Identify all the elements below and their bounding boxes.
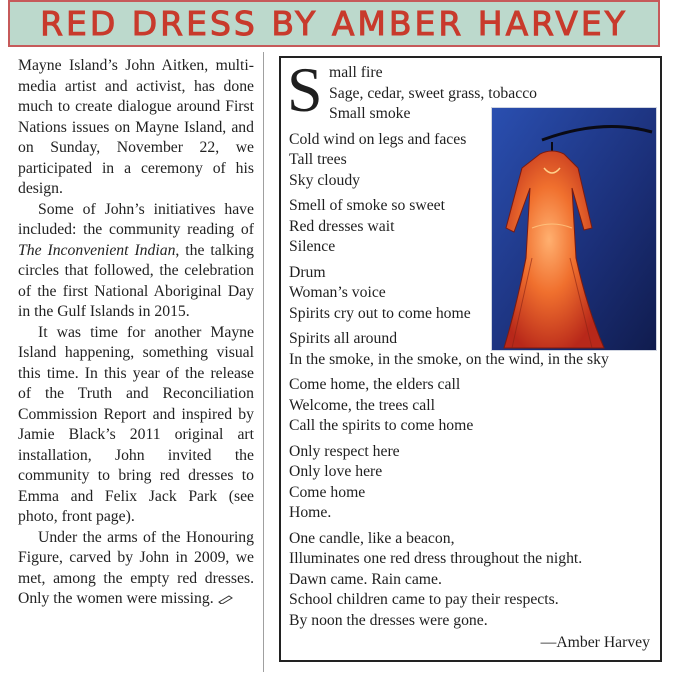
poem-line: Come home, the elders call bbox=[289, 376, 461, 393]
poem-signature: —Amber Harvey bbox=[540, 634, 650, 651]
poem-line: Only respect here bbox=[289, 442, 400, 460]
paragraph-text: Mayne Island’s John Aitken, multi-media artist and activist, has done much to create dialogue around First Nations issues on Mayne Island, and on Sunday, November 22, we participated in a ceremony of his design. bbox=[18, 57, 254, 197]
poem-line: Spirits all around bbox=[289, 330, 398, 347]
column-divider bbox=[263, 52, 264, 672]
poem-line: Smell of smoke so sweet bbox=[289, 197, 445, 214]
pencil-icon bbox=[218, 594, 234, 604]
poem-line: Silence bbox=[289, 238, 336, 255]
article-paragraph bbox=[18, 323, 254, 528]
poem-line: Drum bbox=[289, 263, 326, 281]
poem-line: Red dresses wait bbox=[289, 217, 395, 235]
poem-line: By noon the dresses were gone. bbox=[289, 611, 488, 629]
poem-line: Dawn came. Rain came. bbox=[289, 570, 442, 588]
red-dress-photo bbox=[491, 107, 657, 351]
poem-line: mall fire bbox=[329, 64, 383, 81]
poem-stanza bbox=[289, 442, 661, 524]
poem-line: Only love here bbox=[289, 463, 383, 480]
poem-line: Come home bbox=[289, 483, 366, 501]
article-paragraph bbox=[18, 200, 254, 323]
poem-line: Spirits cry out to come home bbox=[289, 304, 471, 322]
paragraph-text: It was time for another Mayne Island happening, something visual this time. In this year of the release of the Truth and Reconciliation Commission Report and inspired by Jamie Black’s 2011 original art installation, John invited the community to bring red dresses to Emma and Felix Jack Park (see photo, front page). bbox=[18, 323, 254, 525]
poem-box bbox=[279, 56, 662, 662]
book-title: The Inconvenient Indian bbox=[18, 241, 176, 259]
poem-line: Home. bbox=[289, 504, 332, 521]
poem-stanza bbox=[289, 375, 661, 437]
page-title: RED DRESS BY AMBER HARVEY bbox=[40, 4, 628, 43]
poem-line: Sage, cedar, sweet grass, tobacco bbox=[329, 84, 538, 102]
poem-line: Call the spirits to come home bbox=[289, 417, 474, 434]
poem-line: Welcome, the trees call bbox=[289, 396, 435, 414]
article-paragraph bbox=[18, 56, 254, 200]
drop-cap: S bbox=[287, 54, 323, 125]
poem-line: In the smoke, in the smoke, on the wind, in the sky bbox=[289, 350, 609, 368]
article-column bbox=[18, 56, 254, 610]
poem-line: Illuminates one red dress throughout the night. bbox=[289, 550, 583, 567]
poem-line: Woman’s voice bbox=[289, 284, 386, 301]
article-paragraph bbox=[18, 528, 254, 610]
poem-line: Sky cloudy bbox=[289, 171, 361, 189]
paragraph-text: Some of John’s initiatives have included: the community reading of bbox=[18, 200, 254, 238]
title-banner bbox=[8, 0, 660, 47]
poem-line: Cold wind on legs and faces bbox=[289, 130, 467, 148]
poem-line: One candle, like a beacon, bbox=[289, 529, 455, 547]
poem-line: Tall trees bbox=[289, 151, 347, 168]
red-dress-illustration bbox=[492, 108, 656, 350]
poem-line: Small smoke bbox=[329, 105, 411, 122]
poem-line: School children came to pay their respects. bbox=[289, 591, 559, 608]
paragraph-text: , the talking circles that followed, the celebration of the first National Aboriginal Day in the Gulf Islands in 2015. bbox=[18, 241, 254, 320]
paragraph-text: Under the arms of the Honouring Figure, carved by John in 2009, we met, among the empty red dresses. Only the women were missing. bbox=[18, 528, 254, 607]
poem-stanza bbox=[289, 529, 661, 632]
